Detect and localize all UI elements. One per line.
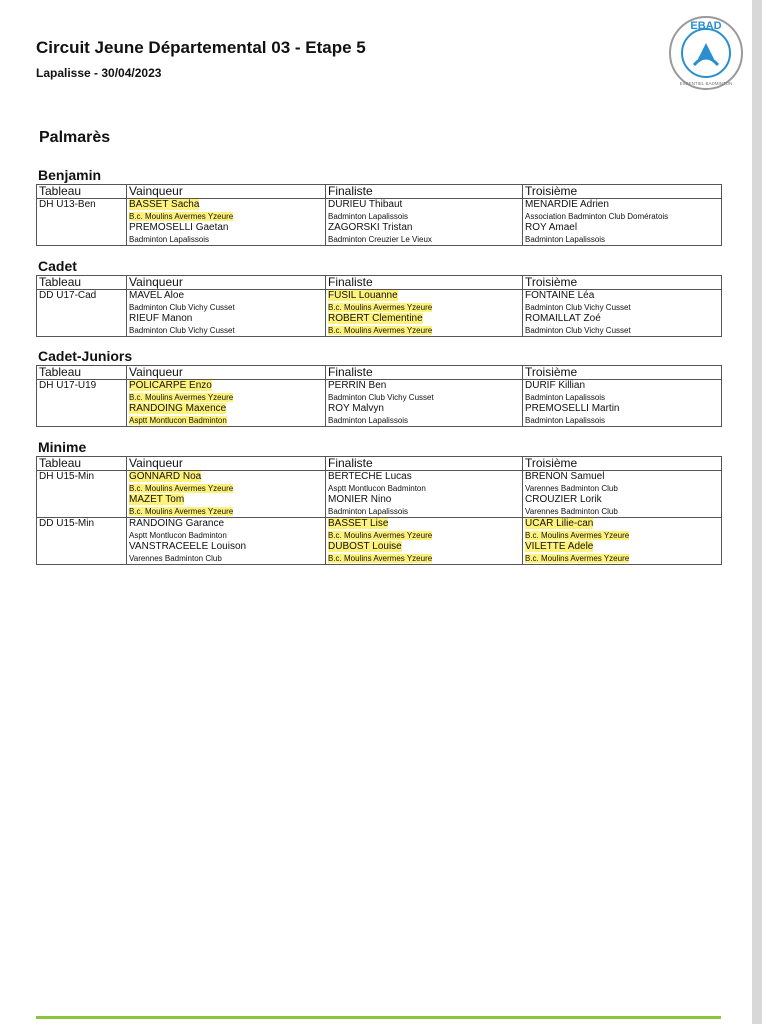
player-club: Badminton Club Vichy Cusset (525, 303, 631, 312)
player-club: Asptt Montlucon Badminton (328, 484, 426, 493)
player-name: DUBOST Louise (328, 541, 402, 552)
tableau-label: DH U15-Min (39, 471, 95, 482)
table-row (37, 199, 722, 246)
troisieme-cell (523, 290, 722, 337)
player-club: Badminton Club Vichy Cusset (525, 326, 631, 335)
table-header-row (37, 457, 722, 471)
results-table (36, 365, 722, 427)
palmares-heading: Palmarès (39, 129, 111, 146)
section-1 (36, 257, 721, 337)
tableau-cell (37, 518, 127, 565)
section-3 (36, 438, 721, 565)
section-2 (36, 347, 721, 427)
vainqueur-cell (127, 471, 326, 518)
category-heading: Cadet-Juniors (38, 348, 133, 364)
player-name: BASSET Sacha (129, 199, 200, 210)
finaliste-cell (326, 471, 523, 518)
player-name: RANDOING Garance (129, 518, 225, 529)
player-name: MAVEL Aloe (129, 290, 185, 301)
footer-rule (36, 1016, 721, 1019)
column-header-troisieme: Troisième (523, 457, 722, 471)
player-club: B.c. Moulins Avermes Yzeure (525, 531, 630, 540)
troisieme-cell (523, 518, 722, 565)
player-club: Asptt Montlucon Badminton (129, 416, 227, 425)
table-row (37, 471, 722, 518)
vainqueur-cell (127, 380, 326, 427)
player-name: MONIER Nino (328, 494, 392, 505)
player-club: Badminton Club Vichy Cusset (328, 393, 434, 402)
player-club: Asptt Montlucon Badminton (129, 531, 227, 540)
column-header-tableau: Tableau (37, 457, 127, 471)
player-club: B.c. Moulins Avermes Yzeure (129, 507, 234, 516)
column-header-vainqueur: Vainqueur (127, 185, 326, 199)
player-name: ROBERT Clementine (328, 313, 423, 324)
column-header-finaliste: Finaliste (326, 366, 523, 380)
player-name: BERTECHE Lucas (328, 471, 412, 482)
table-row (37, 290, 722, 337)
column-header-tableau: Tableau (37, 276, 127, 290)
tableau-label: DH U17-U19 (39, 380, 97, 391)
tableau-label: DD U15-Min (39, 518, 95, 529)
player-club: Badminton Club Vichy Cusset (129, 303, 235, 312)
player-name: DURIF Killian (525, 380, 586, 391)
column-header-tableau: Tableau (37, 366, 127, 380)
column-header-vainqueur: Vainqueur (127, 366, 326, 380)
tableau-cell (37, 290, 127, 337)
player-name: ZAGORSKI Tristan (328, 222, 413, 233)
table-row (37, 380, 722, 427)
player-name: DURIEU Thibaut (328, 199, 403, 210)
tableau-label: DH U13-Ben (39, 199, 96, 210)
logo-wordmark: EBAD (690, 20, 722, 32)
section-0 (36, 166, 721, 246)
tableau-cell (37, 471, 127, 518)
page-edge (752, 0, 762, 1024)
finaliste-cell (326, 518, 523, 565)
player-name: VANSTRACEELE Louison (129, 541, 247, 552)
column-header-tableau: Tableau (37, 185, 127, 199)
player-club: B.c. Moulins Avermes Yzeure (129, 393, 234, 402)
player-name: ROMAILLAT Zoé (525, 313, 601, 324)
player-club: B.c. Moulins Avermes Yzeure (525, 554, 630, 563)
player-name: BRENON Samuel (525, 471, 605, 482)
player-club: B.c. Moulins Avermes Yzeure (328, 303, 433, 312)
player-name: PREMOSELLI Gaetan (129, 222, 229, 233)
player-club: Badminton Lapalissois (525, 416, 606, 425)
table-header-row (37, 185, 722, 199)
troisieme-cell (523, 380, 722, 427)
table-row (37, 518, 722, 565)
tableau-label: DD U17-Cad (39, 290, 97, 301)
column-header-troisieme: Troisième (523, 185, 722, 199)
player-club: Varennes Badminton Club (525, 507, 618, 516)
logo-ring-text: ESSENTIEL BADMINTON (679, 81, 733, 86)
player-name: RANDOING Maxence (129, 403, 227, 414)
vainqueur-cell (127, 518, 326, 565)
results-table (36, 275, 722, 337)
player-club: B.c. Moulins Avermes Yzeure (328, 326, 433, 335)
document-subtitle: Lapalisse - 30/04/2023 (36, 66, 162, 80)
player-club: B.c. Moulins Avermes Yzeure (129, 212, 234, 221)
column-header-troisieme: Troisième (523, 276, 722, 290)
player-club: Varennes Badminton Club (525, 484, 618, 493)
column-header-finaliste: Finaliste (326, 185, 523, 199)
player-club: Badminton Lapalissois (525, 393, 606, 402)
player-club: Varennes Badminton Club (129, 554, 222, 563)
column-header-vainqueur: Vainqueur (127, 276, 326, 290)
results-table (36, 456, 722, 565)
column-header-vainqueur: Vainqueur (127, 457, 326, 471)
player-name: ROY Amael (525, 222, 578, 233)
player-club: B.c. Moulins Avermes Yzeure (328, 531, 433, 540)
column-header-finaliste: Finaliste (326, 276, 523, 290)
tableau-cell (37, 199, 127, 246)
player-name: ROY Malvyn (328, 403, 384, 414)
results-table (36, 184, 722, 246)
column-header-troisieme: Troisième (523, 366, 722, 380)
finaliste-cell (326, 290, 523, 337)
player-name: PERRIN Ben (328, 380, 387, 391)
player-club: Badminton Lapalissois (525, 235, 606, 244)
player-club: B.c. Moulins Avermes Yzeure (328, 554, 433, 563)
player-name: FONTAINE Léa (525, 290, 595, 301)
player-club: Badminton Lapalissois (328, 212, 409, 221)
category-heading: Benjamin (38, 167, 102, 183)
player-club: Badminton Club Vichy Cusset (129, 326, 235, 335)
player-name: VILETTE Adele (525, 541, 594, 552)
player-name: FUSIL Louanne (328, 290, 398, 301)
player-club: B.c. Moulins Avermes Yzeure (129, 484, 234, 493)
player-name: RIEUF Manon (129, 313, 193, 324)
table-header-row (37, 366, 722, 380)
document-title: Circuit Jeune Départemental 03 - Etape 5 (36, 38, 366, 57)
player-club: Association Badminton Club Domératois (525, 212, 669, 221)
player-name: POLICARPE Enzo (129, 380, 212, 391)
table-header-row (37, 276, 722, 290)
ebad-logo (668, 15, 744, 91)
category-heading: Minime (38, 439, 87, 455)
player-club: Badminton Lapalissois (328, 416, 409, 425)
player-name: CROUZIER Lorik (525, 494, 602, 505)
finaliste-cell (326, 380, 523, 427)
vainqueur-cell (127, 290, 326, 337)
tableau-cell (37, 380, 127, 427)
player-name: PREMOSELLI Martin (525, 403, 620, 414)
player-club: Badminton Creuzier Le Vieux (328, 235, 432, 244)
player-name: GONNARD Noa (129, 471, 202, 482)
vainqueur-cell (127, 199, 326, 246)
player-name: UCAR Lilie-can (525, 518, 594, 529)
category-heading: Cadet (38, 258, 77, 274)
column-header-finaliste: Finaliste (326, 457, 523, 471)
player-name: BASSET Lise (328, 518, 389, 529)
troisieme-cell (523, 471, 722, 518)
finaliste-cell (326, 199, 523, 246)
player-name: MENARDIE Adrien (525, 199, 609, 210)
troisieme-cell (523, 199, 722, 246)
player-club: Badminton Lapalissois (129, 235, 210, 244)
player-name: MAZET Tom (129, 494, 185, 505)
player-club: Badminton Lapalissois (328, 507, 409, 516)
